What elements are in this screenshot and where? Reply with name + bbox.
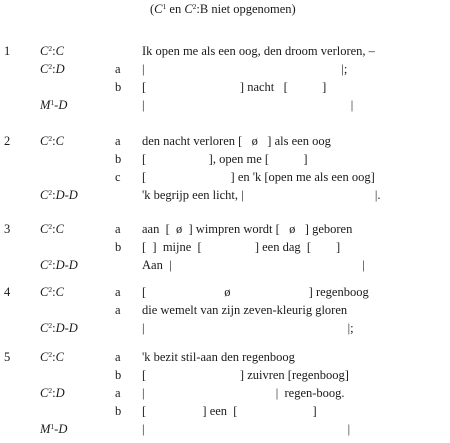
variant-text: [ ], open me [ ] bbox=[142, 152, 308, 166]
witness-siglum: $C^2:C$ bbox=[40, 285, 64, 299]
variant-letter: a bbox=[115, 134, 121, 148]
header-c1-sup: 1 bbox=[162, 2, 167, 11]
variant-text: | | bbox=[142, 98, 354, 112]
witness-siglum: $C^2:C$ bbox=[40, 222, 64, 236]
witness-siglum: $C^2:D-D$ bbox=[40, 258, 78, 272]
variant-letter: a bbox=[115, 62, 121, 76]
variant-letter: a bbox=[115, 303, 121, 317]
variant-text: 'k bezit stil-aan den regenboog bbox=[142, 350, 295, 364]
variant-text: [ ] een [ ] bbox=[142, 404, 317, 418]
variant-letter: a bbox=[115, 386, 121, 400]
variant-text: [ ] zuivren [regenboog] bbox=[142, 368, 349, 382]
header-en: en bbox=[166, 2, 185, 16]
variant-letter: a bbox=[115, 350, 121, 364]
variant-text: Ik open me als een oog, den droom verloren, – bbox=[142, 44, 375, 58]
variant-text: | | bbox=[142, 422, 351, 436]
variant-text: [ ] nacht [ ] bbox=[142, 80, 327, 94]
header-c1: C bbox=[154, 2, 163, 16]
header-c2-sup: 2 bbox=[192, 2, 197, 11]
variant-text: | |; bbox=[142, 62, 348, 76]
witness-siglum: $C^2:D-D$ bbox=[40, 321, 78, 335]
witness-siglum: $C^2:C$ bbox=[40, 44, 64, 58]
header-note bbox=[150, 2, 296, 16]
variant-letter: b bbox=[115, 80, 122, 94]
variant-letter: b bbox=[115, 152, 122, 166]
variant-letter: b bbox=[115, 404, 122, 418]
witness-siglum: $C^2:D$ bbox=[40, 62, 65, 76]
variant-text: [ ] mijne [ ] een dag [ ] bbox=[142, 240, 341, 254]
witness-siglum: $C^2:C$ bbox=[40, 350, 64, 364]
variant-text: die wemelt van zijn zeven-kleurig gloren bbox=[142, 303, 348, 317]
variant-text: den nacht verloren [ ø ] als een oog bbox=[142, 134, 331, 148]
variant-text: | | regen-boog. bbox=[142, 386, 345, 400]
variant-letter: a bbox=[115, 285, 121, 299]
variant-text: [ ] en 'k [open me als een oog] bbox=[142, 170, 375, 184]
witness-siglum: $C^2:C$ bbox=[40, 134, 64, 148]
header-c2: C bbox=[184, 2, 193, 16]
witness-siglum: $M^1-D$ bbox=[40, 422, 68, 436]
section-number: 1 bbox=[4, 44, 11, 58]
witness-siglum: $C^2:D$ bbox=[40, 386, 65, 400]
header-open: ( bbox=[150, 2, 155, 16]
variant-text: aan [ ø ] wimpren wordt [ ø ] geboren bbox=[142, 222, 353, 236]
header-rest: :B niet opgenomen) bbox=[196, 2, 296, 16]
variant-text: [ ø ] regenboog bbox=[142, 285, 369, 299]
section-number: 3 bbox=[4, 222, 11, 236]
variant-text: Aan | | bbox=[142, 258, 365, 272]
variant-letter: b bbox=[115, 368, 122, 382]
section-number: 2 bbox=[4, 134, 11, 148]
variant-text: 'k begrijp een licht, | |. bbox=[142, 188, 381, 202]
section-number: 5 bbox=[4, 350, 11, 364]
section-number: 4 bbox=[4, 285, 11, 299]
witness-siglum: $C^2:D-D$ bbox=[40, 188, 78, 202]
variant-letter: a bbox=[115, 222, 121, 236]
witness-siglum: $M^1-D$ bbox=[40, 98, 68, 112]
variant-letter: c bbox=[115, 170, 121, 184]
variant-letter: b bbox=[115, 240, 122, 254]
variant-text: | |; bbox=[142, 321, 354, 335]
